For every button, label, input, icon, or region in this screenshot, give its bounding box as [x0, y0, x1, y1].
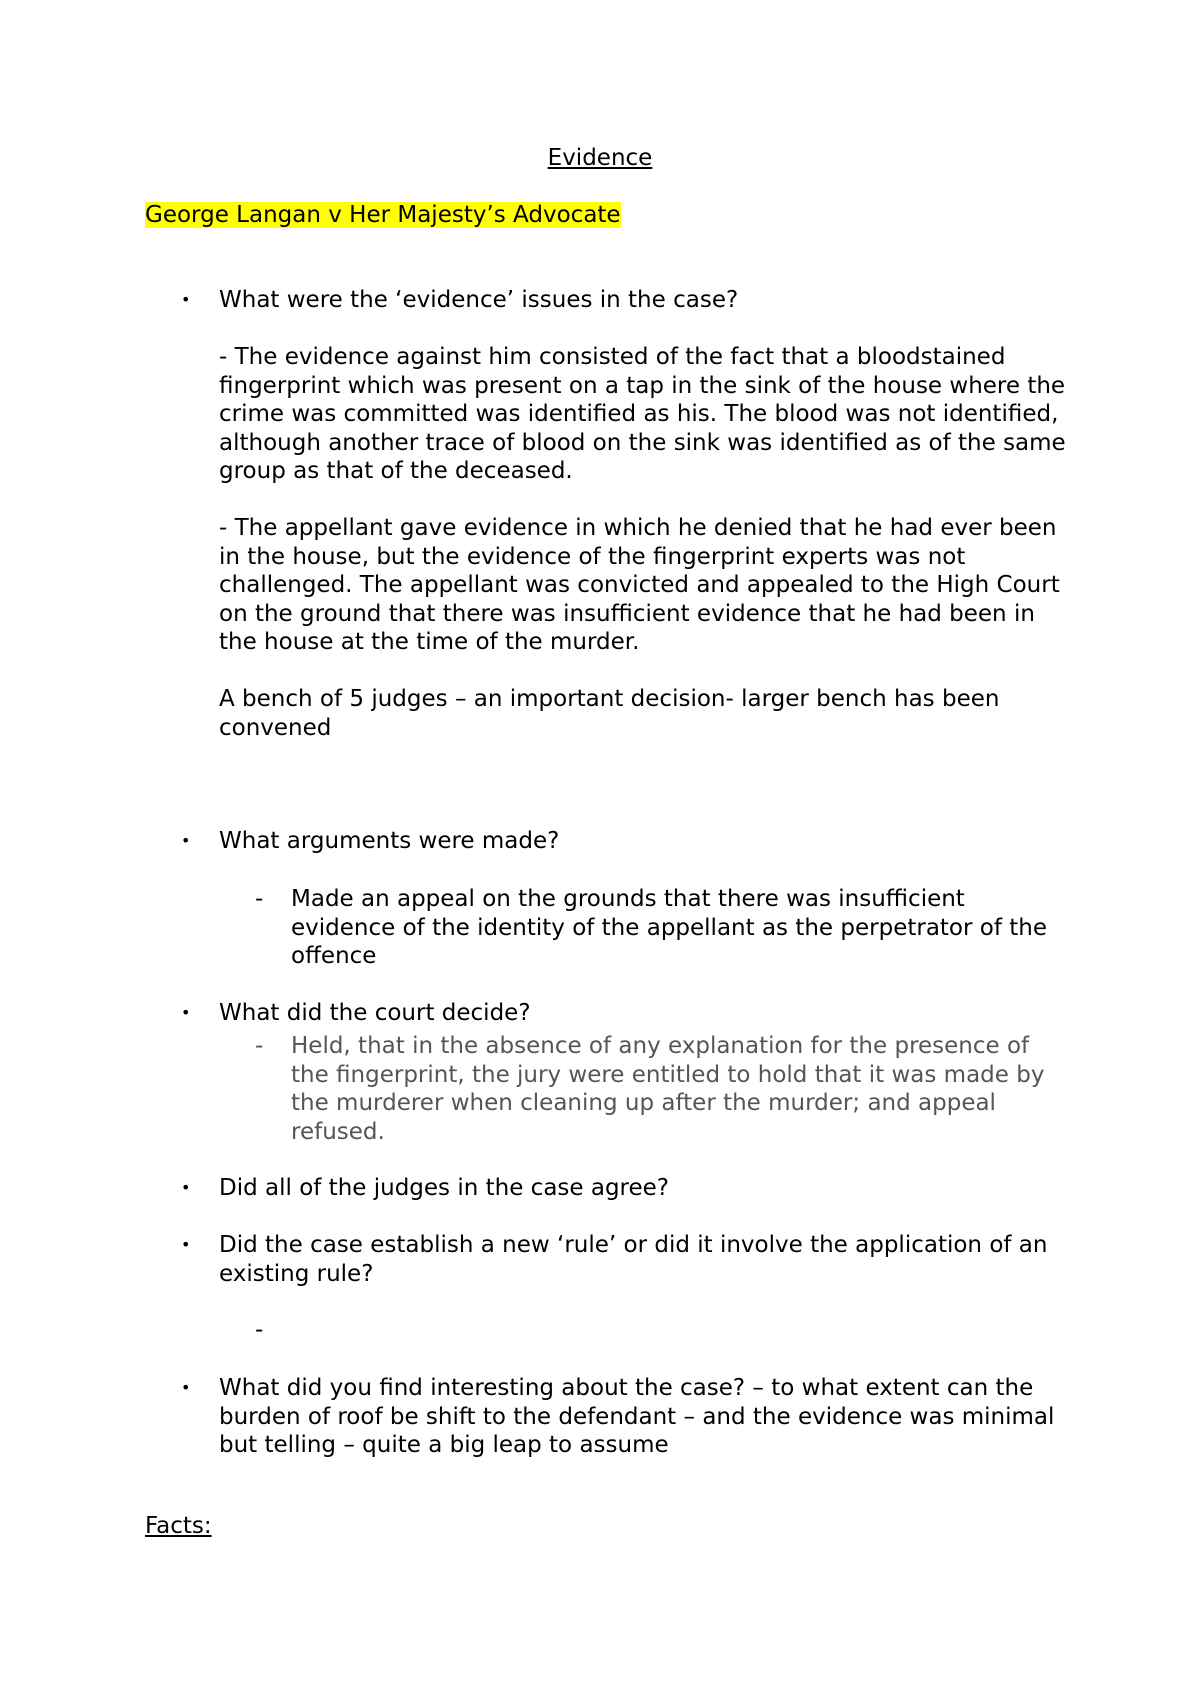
bullet-icon: •	[181, 290, 191, 309]
question-interesting: What did you find interesting about the case? – to what extent can the burden of roof be shift to the defendant – and the evidence was minimal but telling – quite a big leap to assume	[219, 1375, 1055, 1458]
answer-evidence-paragraph-1: - The evidence against him consisted of the fact that a bloodstained fingerprint which was present on a tap in the sink of the house where the crime was committed was identified as his. The blood was not identified, although another trace of blood on the sink was identified as of the same group as that of the deceased.	[219, 344, 1066, 484]
question-court-decision: What did the court decide?	[219, 1000, 531, 1026]
document-title: Evidence	[547, 145, 653, 171]
question-judges-agree: Did all of the judges in the case agree?	[219, 1175, 670, 1201]
answer-court-decision: Held, that in the absence of any explanation for the presence of the fingerprint, the jury were entitled to hold that it was made by the murderer when cleaning up after the murder; and appeal refused.	[291, 1033, 1045, 1145]
question-arguments: What arguments were made?	[219, 828, 560, 854]
question-evidence-issues: What were the ‘evidence’ issues in the case?	[219, 287, 739, 313]
answer-evidence-paragraph-2: - The appellant gave evidence in which he denied that he had ever been in the house, but the evidence of the fingerprint experts was not challenged. The appellant was convicted and appealed to the High Court on the ground that there was insufficient evidence that he had been in the house at the time of the murder.	[219, 515, 1060, 655]
bullet-icon: •	[181, 1235, 191, 1254]
answer-arguments: Made an appeal on the grounds that there was insufficient evidence of the identity of the appellant as the perpetrator of the offence	[291, 886, 1048, 969]
bullet-icon: •	[181, 1378, 191, 1397]
facts-heading: Facts:	[145, 1513, 212, 1539]
dash-marker: -	[255, 1317, 264, 1343]
bullet-icon: •	[181, 831, 191, 850]
case-name-highlight: George Langan v Her Majesty’s Advocate	[145, 202, 621, 228]
dash-marker: -	[255, 886, 264, 912]
bullet-icon: •	[181, 1178, 191, 1197]
dash-marker: -	[255, 1033, 264, 1059]
bullet-icon: •	[181, 1003, 191, 1022]
question-new-rule: Did the case establish a new ‘rule’ or did it involve the application of an existing rule?	[219, 1232, 1048, 1287]
case-name-heading	[145, 201, 621, 230]
answer-evidence-paragraph-3: A bench of 5 judges – an important decision- larger bench has been convened	[219, 686, 1000, 741]
